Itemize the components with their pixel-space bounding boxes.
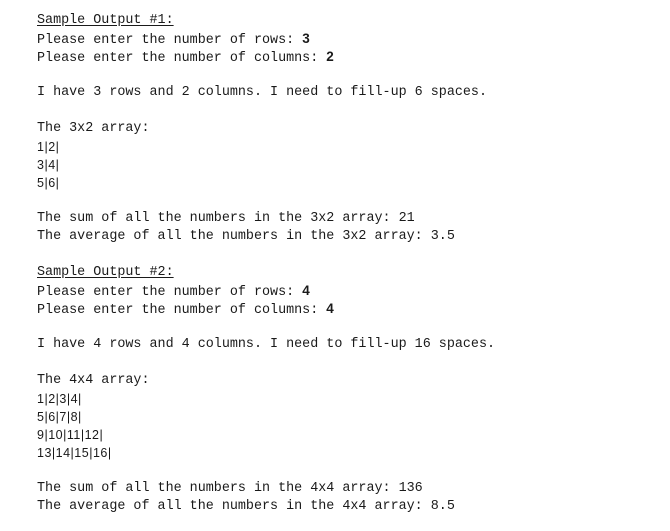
blank-line <box>37 192 662 210</box>
sample-1-heading: Sample Output #1: <box>37 13 174 28</box>
rows-prompt-text: Please enter the number of rows: <box>37 33 303 48</box>
array-row: 13|14|15|16| <box>37 446 112 460</box>
sample-2-sum-line: The sum of all the numbers in the 4x4 array: 136 <box>37 481 423 496</box>
rows-prompt-text: Please enter the number of rows: <box>37 285 303 300</box>
array-row: 3|4| <box>37 158 60 172</box>
blank-line <box>37 102 662 120</box>
blank-line <box>37 66 662 84</box>
cols-prompt-text: Please enter the number of columns: <box>37 51 327 66</box>
sample-output-2 <box>37 264 662 516</box>
sample-1-cols-prompt-line <box>37 48 662 66</box>
sample-1-statement: I have 3 rows and 2 columns. I need to fill-up 6 spaces. <box>37 85 487 100</box>
cols-input-value: 4 <box>326 301 334 316</box>
blank-line <box>37 318 662 336</box>
sample-1-sum-line: The sum of all the numbers in the 3x2 array: 21 <box>37 211 415 226</box>
sample-1-average-line: The average of all the numbers in the 3x2 array: 3.5 <box>37 229 455 244</box>
sample-output-1 <box>37 12 662 246</box>
sample-2-cols-prompt-line <box>37 300 662 318</box>
console-output-document <box>37 12 662 516</box>
rows-input-value: 4 <box>302 283 310 298</box>
sample-2-statement: I have 4 rows and 4 columns. I need to fill-up 16 spaces. <box>37 337 496 352</box>
array-row: 5|6| <box>37 176 60 190</box>
blank-line <box>37 246 662 264</box>
sample-1-array-title: The 3x2 array: <box>37 121 150 136</box>
cols-prompt-text: Please enter the number of columns: <box>37 303 327 318</box>
rows-input-value: 3 <box>302 31 310 46</box>
cols-input-value: 2 <box>326 49 334 64</box>
sample-2-rows-prompt-line <box>37 282 662 300</box>
sample-1-rows-prompt-line <box>37 30 662 48</box>
blank-line <box>37 354 662 372</box>
array-row: 1|2|3|4| <box>37 392 82 406</box>
array-row: 5|6|7|8| <box>37 410 82 424</box>
sample-2-heading: Sample Output #2: <box>37 265 174 280</box>
array-row: 1|2| <box>37 140 60 154</box>
blank-line <box>37 462 662 480</box>
sample-2-array-title: The 4x4 array: <box>37 373 150 388</box>
sample-2-average-line: The average of all the numbers in the 4x4 array: 8.5 <box>37 499 455 514</box>
array-row: 9|10|11|12| <box>37 428 104 442</box>
